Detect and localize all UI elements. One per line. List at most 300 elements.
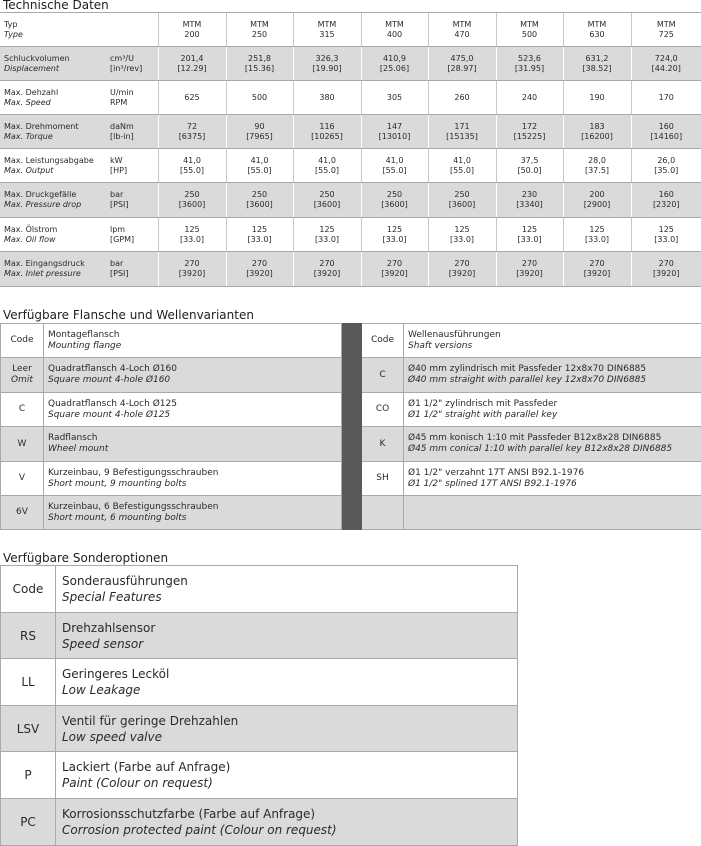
tech-value-cell	[428, 115, 496, 149]
row-label-en: Max. Torque	[4, 131, 53, 141]
model-number: 725	[658, 29, 674, 39]
shaft-description	[404, 496, 701, 530]
flange-description-de: Radflansch	[48, 433, 98, 443]
tech-value-cell	[631, 218, 701, 252]
tech-value-cell	[428, 218, 496, 252]
row-label-de: Max. Leistungsabgabe	[4, 155, 94, 165]
flange-code	[1, 358, 44, 393]
value-metric: 90	[254, 121, 265, 131]
value-imperial: [33.0]	[247, 234, 272, 244]
tech-value-cell	[226, 115, 293, 149]
tech-value-cell	[293, 47, 361, 81]
flange-description	[44, 358, 342, 393]
unit-metric: U/min	[110, 87, 134, 97]
row-label-en: Max. Speed	[4, 97, 51, 107]
value-metric: 171	[454, 121, 470, 131]
value-imperial: [33.0]	[584, 234, 610, 244]
tech-value-cell	[563, 115, 631, 149]
value-metric: 200	[589, 190, 605, 199]
model-number: 250	[251, 29, 268, 39]
option-code: RS	[1, 613, 56, 659]
type-label-en: Type	[4, 29, 23, 39]
value-imperial: [37.5]	[584, 165, 610, 175]
model-header	[428, 13, 496, 47]
tech-value-cell	[158, 81, 226, 115]
model-number: 630	[589, 29, 605, 39]
value-imperial: [3920]	[652, 269, 680, 278]
value-metric: 26,0	[657, 155, 676, 165]
shaft-code: SH	[362, 462, 404, 496]
tech-value-cell	[631, 81, 701, 115]
tech-value-cell	[226, 149, 293, 183]
tech-row-label	[0, 81, 108, 115]
value-metric: 625	[184, 92, 200, 102]
value-imperial: [33.0]	[654, 234, 679, 244]
sonder-row	[1, 659, 518, 706]
tech-value-cell	[496, 149, 563, 183]
tech-value-cell	[293, 149, 361, 183]
value-metric: 523,6	[518, 53, 541, 63]
row-label-en: Max. Inlet pressure	[4, 269, 81, 278]
value-metric: 190	[589, 92, 605, 102]
value-imperial: [55.0]	[247, 165, 272, 175]
tech-value-cell	[631, 47, 701, 81]
value-imperial: [14160]	[650, 131, 683, 141]
value-imperial: [33.0]	[179, 234, 205, 244]
value-imperial: [33.0]	[314, 234, 340, 244]
unit-imperial: RPM	[110, 97, 128, 107]
tech-table-body	[0, 13, 701, 287]
tech-value-cell	[293, 252, 361, 287]
tech-value-cell	[226, 252, 293, 287]
model-series: MTM	[520, 19, 539, 29]
shaft-code: K	[362, 427, 404, 462]
tech-row	[0, 81, 701, 115]
tech-value-cell	[496, 252, 563, 287]
option-code: PC	[1, 799, 56, 846]
value-metric: 125	[184, 224, 200, 234]
option-code: P	[1, 752, 56, 799]
value-imperial: [3600]	[178, 200, 206, 209]
tech-section-title: Technische Daten	[3, 0, 109, 12]
value-imperial: [55.0]	[382, 165, 407, 175]
flange-description-en: Square mount 4-hole Ø125	[48, 409, 171, 420]
flansch-section-title: Verfügbare Flansche und Wellenvarianten	[3, 308, 254, 322]
value-metric: 270	[319, 259, 335, 268]
tech-value-cell	[428, 183, 496, 218]
model-number: 200	[184, 29, 200, 39]
value-metric: 41,0	[385, 155, 404, 165]
value-imperial: [15225]	[513, 131, 546, 141]
value-metric: 41,0	[453, 155, 471, 165]
tech-value-cell	[631, 252, 701, 287]
unit-metric: lpm	[110, 224, 126, 234]
special-features-header	[56, 566, 518, 613]
shaft-description	[404, 393, 701, 427]
option-description-en: Speed sensor	[62, 636, 144, 651]
value-metric: 41,0	[318, 155, 336, 165]
value-metric: 201,4	[180, 53, 204, 63]
tech-header-label	[0, 13, 108, 47]
shaft-description-en: Ø1 1/2" straight with parallel key	[408, 409, 558, 420]
shaft-description-de: Ø1 1/2" zylindrisch mit Passfeder	[408, 398, 558, 409]
flange-description	[44, 462, 342, 496]
shaft-versions-en: Shaft versions	[408, 340, 473, 351]
tech-row-label	[0, 252, 108, 287]
flange-description	[44, 393, 342, 427]
option-description	[56, 752, 518, 799]
option-description	[56, 613, 518, 659]
tech-value-cell	[496, 115, 563, 149]
tech-value-cell	[631, 149, 701, 183]
flansch-row	[1, 427, 701, 462]
value-metric: 270	[251, 259, 268, 268]
unit-metric: bar	[110, 259, 124, 268]
model-number: 400	[386, 29, 403, 39]
shaft-description	[404, 427, 701, 462]
unit-metric: bar	[110, 190, 124, 199]
row-label-en: Max. Output	[4, 165, 54, 175]
value-imperial: [3920]	[448, 269, 476, 278]
tech-value-cell	[563, 81, 631, 115]
flange-description-en: Wheel mount	[48, 444, 109, 454]
value-metric: 125	[521, 224, 538, 234]
tech-value-cell	[361, 149, 428, 183]
value-imperial: [50.0]	[517, 165, 542, 175]
value-metric: 380	[319, 92, 335, 102]
model-number: 315	[319, 29, 335, 39]
flange-description-de: Quadratflansch 4-Loch Ø160	[48, 364, 177, 374]
value-metric: 116	[319, 121, 335, 131]
tech-value-cell	[361, 218, 428, 252]
sonder-row	[1, 706, 518, 752]
value-imperial: [25.06]	[379, 63, 410, 73]
model-series: MTM	[182, 19, 202, 29]
tech-data-table	[0, 12, 701, 287]
tech-value-cell	[496, 47, 563, 81]
tech-value-cell	[293, 183, 361, 218]
value-imperial: [35.0]	[654, 165, 679, 175]
model-header	[226, 13, 293, 47]
column-divider	[342, 393, 362, 427]
value-metric: 125	[589, 224, 605, 234]
shaft-code-header: Code	[362, 324, 404, 358]
shaft-description-en: Ø45 mm conical 1:10 with parallel key B12x8x28 DIN6885	[408, 444, 673, 454]
option-description	[56, 706, 518, 752]
shaft-description-de: Ø1 1/2" verzahnt 17T ANSI B92.1-1976	[408, 467, 585, 478]
model-series: MTM	[452, 19, 472, 29]
value-metric: 250	[454, 190, 470, 199]
option-description	[56, 799, 518, 846]
tech-value-cell	[563, 183, 631, 218]
option-description-de: Geringeres Lecköl	[62, 667, 170, 681]
tech-value-cell	[158, 252, 226, 287]
shaft-code: C	[362, 358, 404, 393]
tech-value-cell	[158, 183, 226, 218]
flange-code-primary: W	[17, 438, 27, 449]
value-metric: 170	[658, 92, 674, 102]
option-description-de: Korrosionsschutzfarbe (Farbe auf Anfrage)	[62, 807, 316, 821]
sonder-table	[0, 565, 518, 846]
value-imperial: [3920]	[313, 269, 341, 278]
value-imperial: [3920]	[381, 269, 408, 278]
value-imperial: [55.0]	[449, 165, 475, 175]
value-metric: 270	[386, 259, 403, 268]
row-label-de: Max. Druckgefälle	[4, 190, 77, 199]
value-imperial: [19.90]	[312, 63, 342, 73]
shaft-code: CO	[362, 393, 404, 427]
tech-value-cell	[361, 115, 428, 149]
tech-row-unit	[108, 218, 158, 252]
value-metric: 270	[454, 259, 470, 268]
value-metric: 500	[251, 92, 268, 102]
tech-row	[0, 252, 701, 287]
value-imperial: [38.52]	[582, 63, 612, 73]
model-header	[158, 13, 226, 47]
row-label-de: Schluckvolumen	[4, 53, 70, 63]
flange-description-de: Quadratflansch 4-Loch Ø125	[48, 398, 177, 409]
mounting-flange-en: Mounting flange	[48, 340, 122, 351]
model-series: MTM	[317, 19, 337, 29]
row-label-en: Max. Pressure drop	[4, 200, 82, 209]
unit-imperial: [PSI]	[110, 200, 129, 209]
value-imperial: [16200]	[581, 131, 613, 141]
tech-row-unit	[108, 252, 158, 287]
flange-code-primary: 6V	[16, 507, 28, 517]
sonder-section-title: Verfügbare Sonderoptionen	[3, 551, 169, 565]
unit-imperial: [in³/rev]	[110, 63, 143, 73]
tech-value-cell	[293, 218, 361, 252]
value-imperial: [3920]	[178, 269, 206, 278]
value-metric: 410,9	[383, 53, 406, 63]
flansch-table	[0, 323, 701, 530]
model-header	[631, 13, 701, 47]
flansch-row	[1, 462, 701, 496]
flansch-code-header: Code	[1, 324, 44, 358]
value-metric: 270	[184, 259, 200, 268]
special-features-de: Sonderausführungen	[62, 574, 188, 588]
value-metric: 28,0	[588, 155, 606, 165]
value-metric: 251,8	[248, 53, 271, 63]
sonder-code-header: Code	[1, 566, 56, 613]
unit-metric: daNm	[110, 121, 134, 131]
value-imperial: [3340]	[516, 200, 543, 209]
value-imperial: [33.0]	[517, 234, 542, 244]
value-imperial: [15.36]	[244, 63, 275, 73]
tech-value-cell	[428, 149, 496, 183]
column-divider	[342, 462, 362, 496]
tech-value-cell	[158, 115, 226, 149]
shaft-description-de: Ø45 mm konisch 1:10 mit Passfeder B12x8x28 DIN6885	[408, 433, 662, 443]
value-metric: 270	[658, 259, 674, 268]
value-metric: 250	[184, 190, 200, 199]
shaft-code	[362, 496, 404, 530]
tech-value-cell	[496, 218, 563, 252]
shaft-description-en: Ø40 mm straight with parallel key 12x8x70 DIN6885	[408, 375, 647, 385]
flange-code	[1, 496, 44, 530]
value-imperial: [3600]	[313, 200, 341, 209]
shaft-description	[404, 358, 701, 393]
option-description	[56, 659, 518, 706]
value-metric: 125	[658, 224, 674, 234]
flange-code-secondary: Omit	[11, 375, 33, 385]
value-metric: 125	[319, 224, 335, 234]
tech-row	[0, 183, 701, 218]
value-imperial: [3920]	[516, 269, 543, 278]
tech-row-unit	[108, 47, 158, 81]
value-imperial: [15135]	[446, 131, 478, 141]
value-metric: 250	[386, 190, 403, 199]
tech-value-cell	[496, 81, 563, 115]
option-description-de: Lackiert (Farbe auf Anfrage)	[62, 760, 231, 774]
shaft-description	[404, 462, 701, 496]
option-description-en: Corrosion protected paint (Colour on request)	[62, 823, 337, 837]
flange-code-primary: V	[18, 473, 26, 483]
mounting-flange-header	[44, 324, 342, 358]
value-imperial: [31.95]	[514, 63, 545, 73]
model-header	[563, 13, 631, 47]
tech-value-cell	[361, 81, 428, 115]
tech-value-cell	[226, 47, 293, 81]
sonder-header-row	[1, 566, 518, 613]
value-metric: 72	[186, 121, 198, 131]
value-metric: 41,0	[250, 155, 269, 165]
value-imperial: [7965]	[246, 131, 273, 141]
tech-value-cell	[563, 218, 631, 252]
value-metric: 41,0	[183, 155, 201, 165]
tech-row	[0, 149, 701, 183]
flansch-table-body	[1, 324, 701, 530]
value-imperial: [3600]	[448, 200, 476, 209]
option-description-en: Low speed valve	[62, 729, 162, 744]
value-imperial: [3600]	[381, 200, 408, 209]
tech-value-cell	[361, 47, 428, 81]
row-label-de: Max. Ölstrom	[4, 224, 58, 234]
value-metric: 183	[589, 121, 605, 131]
column-divider	[342, 358, 362, 393]
tech-value-cell	[158, 218, 226, 252]
flange-code	[1, 427, 44, 462]
column-divider	[342, 427, 362, 462]
tech-value-cell	[428, 47, 496, 81]
value-metric: 160	[658, 121, 674, 131]
sonder-row	[1, 799, 518, 846]
model-series: MTM	[250, 19, 269, 29]
value-metric: 631,2	[585, 53, 609, 63]
tech-value-cell	[563, 252, 631, 287]
tech-row-label	[0, 218, 108, 252]
tech-row-unit	[108, 115, 158, 149]
value-metric: 270	[589, 259, 605, 268]
flange-description-en: Short mount, 6 mounting bolts	[48, 512, 187, 523]
value-imperial: [28.97]	[447, 63, 477, 73]
tech-row	[0, 47, 701, 81]
tech-value-cell	[563, 149, 631, 183]
flange-description-en: Short mount, 9 mounting bolts	[48, 478, 187, 489]
value-metric: 724,0	[654, 53, 678, 63]
type-label-de: Typ	[4, 19, 18, 29]
value-metric: 147	[386, 121, 403, 131]
unit-imperial: [HP]	[110, 165, 128, 175]
tech-row	[0, 115, 701, 149]
row-label-en: Max. Oil flow	[4, 234, 56, 244]
tech-value-cell	[226, 183, 293, 218]
value-metric: 230	[521, 190, 538, 199]
sonder-row	[1, 752, 518, 799]
unit-imperial: [PSI]	[110, 269, 129, 278]
shaft-versions-header	[404, 324, 701, 358]
flange-description-de: Kurzeinbau, 6 Befestigungsschrauben	[48, 501, 219, 512]
tech-row-unit	[108, 81, 158, 115]
tech-row-unit	[108, 183, 158, 218]
row-label-de: Max. Dehzahl	[4, 87, 59, 97]
value-imperial: [10265]	[311, 131, 343, 141]
value-metric: 270	[521, 259, 538, 268]
value-imperial: [55.0]	[179, 165, 205, 175]
value-imperial: [3920]	[583, 269, 611, 278]
value-metric: 305	[386, 92, 403, 102]
value-metric: 326,3	[315, 53, 339, 63]
model-number: 470	[454, 29, 470, 39]
tech-row-unit	[108, 149, 158, 183]
value-imperial: [12.29]	[177, 63, 207, 73]
option-description-de: Drehzahlsensor	[62, 620, 156, 635]
flange-description	[44, 427, 342, 462]
tech-row-label	[0, 47, 108, 81]
row-label-de: Max. Eingangsdruck	[4, 259, 85, 268]
tech-value-cell	[158, 149, 226, 183]
tech-row-label	[0, 115, 108, 149]
row-label-en: Displacement	[4, 63, 59, 73]
unit-metric: cm³/U	[110, 53, 134, 63]
flansch-row	[1, 393, 701, 427]
tech-value-cell	[226, 218, 293, 252]
value-metric: 125	[454, 224, 470, 234]
option-description-en: Low Leakage	[62, 683, 141, 697]
model-series: MTM	[587, 19, 607, 29]
flange-code-primary: C	[18, 404, 26, 414]
value-metric: 37,5	[520, 155, 539, 165]
tech-value-cell	[428, 252, 496, 287]
unit-imperial: [lb-in]	[110, 131, 134, 141]
tech-value-cell	[158, 47, 226, 81]
value-imperial: [44.20]	[651, 63, 681, 73]
value-metric: 250	[251, 190, 268, 199]
value-metric: 172	[521, 121, 538, 131]
tech-row-label	[0, 183, 108, 218]
column-divider	[342, 496, 362, 530]
special-features-en: Special Features	[62, 590, 162, 604]
option-code: LL	[1, 659, 56, 706]
tech-row-label	[0, 149, 108, 183]
value-imperial: [6375]	[178, 131, 206, 141]
tech-value-cell	[361, 252, 428, 287]
value-imperial: [3920]	[246, 269, 273, 278]
tech-value-cell	[496, 183, 563, 218]
flansch-row	[1, 358, 701, 393]
tech-value-cell	[293, 81, 361, 115]
column-divider	[342, 324, 362, 358]
model-header	[496, 13, 563, 47]
value-imperial: [33.0]	[382, 234, 407, 244]
value-imperial: [33.0]	[449, 234, 475, 244]
value-imperial: [2320]	[652, 200, 680, 209]
option-code: LSV	[1, 706, 56, 752]
shaft-description-de: Ø40 mm zylindrisch mit Passfeder 12x8x70 DIN6885	[408, 364, 647, 374]
option-description-de: Ventil für geringe Drehzahlen	[62, 713, 239, 728]
flange-code-primary: Leer	[12, 364, 32, 374]
tech-value-cell	[293, 115, 361, 149]
